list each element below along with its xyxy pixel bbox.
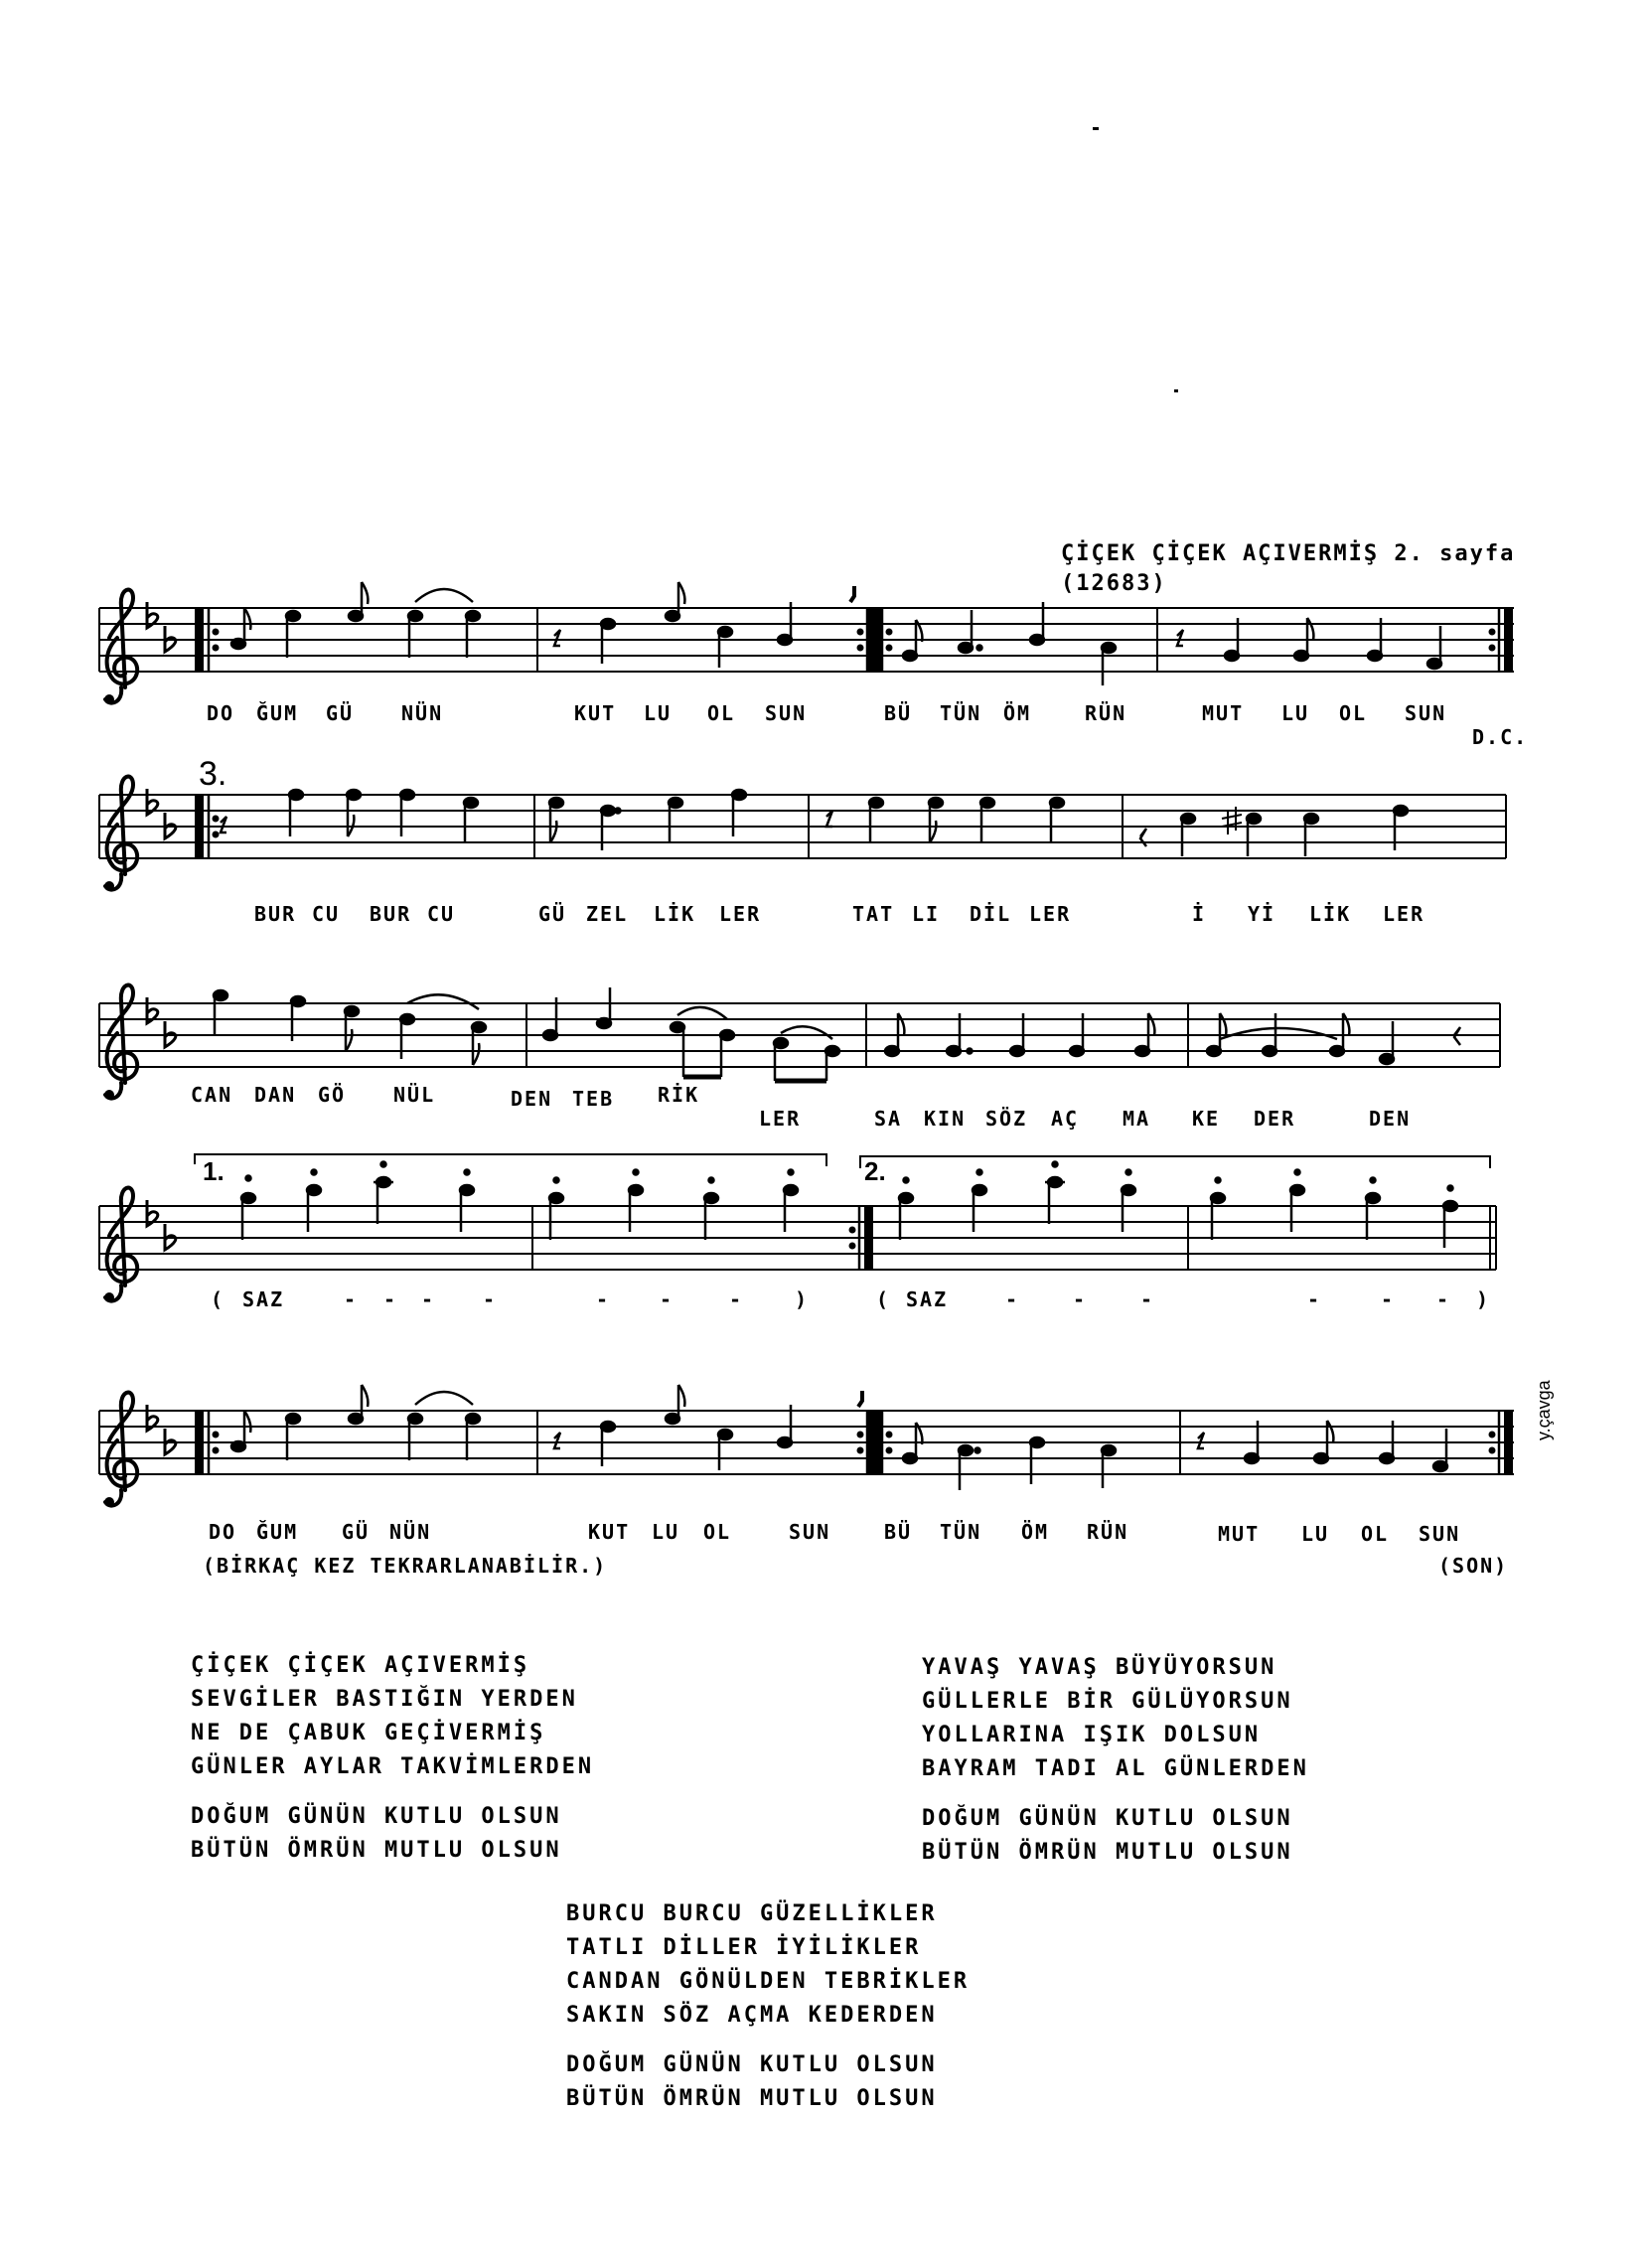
- lyric-syllable: AÇ: [1051, 1107, 1080, 1131]
- verse-right: [922, 1651, 1309, 1870]
- lyric-syllable: LER: [1029, 902, 1072, 926]
- lyric-syllable: RÜN: [1085, 701, 1127, 725]
- lyric-syllable: LİK: [654, 902, 696, 926]
- verse-line: GÜNLER AYLAR TAKVİMLERDEN: [191, 1754, 595, 1779]
- verse-center: [566, 1897, 970, 2116]
- verse-line: SAKIN SÖZ AÇMA KEDERDEN: [566, 2003, 938, 2028]
- verse-line: GÜLLERLE BİR GÜLÜYORSUN: [922, 1689, 1293, 1714]
- staff-system-3: [99, 985, 1500, 1100]
- lyric-syllable: TAT: [852, 902, 895, 926]
- lyric-syllable: NÜN: [389, 1520, 432, 1544]
- verse-line: SEVGİLER BASTIĞIN YERDEN: [191, 1687, 578, 1712]
- lyric-syllable: DO: [209, 1520, 237, 1544]
- lyric-syllable: MA: [1123, 1107, 1151, 1131]
- lyric-syllable: LU: [1301, 1522, 1330, 1546]
- lyric-syllable: LI: [912, 902, 941, 926]
- verse-line: YAVAŞ YAVAŞ BÜYÜYORSUN: [922, 1655, 1277, 1680]
- first-ending-marking: 1.: [203, 1156, 225, 1186]
- lyric-syllable: DEN: [511, 1087, 553, 1111]
- lyric-syllable: -: [660, 1287, 675, 1311]
- verse-line: ÇİÇEK ÇİÇEK AÇIVERMİŞ: [191, 1653, 530, 1678]
- lyric-syllable: SAZ: [242, 1287, 285, 1311]
- lyric-syllable: ĞUM: [256, 701, 299, 725]
- lyric-syllable: DO: [207, 701, 235, 725]
- lyric-syllable: GÜ: [538, 902, 567, 926]
- verse-number-marking: 3.: [199, 755, 227, 793]
- lyric-syllable: -: [729, 1287, 744, 1311]
- lyric-syllable: -: [483, 1287, 498, 1311]
- lyric-syllable: CU: [312, 902, 341, 926]
- lyric-syllable: MUT: [1202, 701, 1245, 725]
- lyric-syllable: TEB: [572, 1087, 615, 1111]
- end-marking: (SON): [1438, 1554, 1509, 1578]
- lyric-syllable: SUN: [1405, 701, 1447, 725]
- lyric-syllable: GÜ: [326, 701, 355, 725]
- lyric-syllable: SAZ: [906, 1287, 949, 1311]
- verse-line: YOLLARINA IŞIK DOLSUN: [922, 1723, 1262, 1747]
- refrain-line: DOĞUM GÜNÜN KUTLU OLSUN: [191, 1804, 562, 1829]
- lyric-syllable: MUT: [1218, 1522, 1261, 1546]
- staff-system-2: [99, 777, 1506, 891]
- lyric-syllable: Yİ: [1248, 902, 1276, 926]
- lyric-syllable: -: [1381, 1287, 1396, 1311]
- lyric-syllable: LU: [652, 1520, 680, 1544]
- lyric-syllable: KIN: [924, 1107, 967, 1131]
- lyric-syllable: (: [211, 1287, 225, 1311]
- lyric-syllable: ): [1476, 1287, 1491, 1311]
- repeat-note: (BİRKAÇ KEZ TEKRARLANABİLİR.): [203, 1554, 608, 1578]
- lyric-syllable: (: [876, 1287, 891, 1311]
- catalog-number: (12683): [1061, 571, 1167, 596]
- lyric-syllable: BUR: [370, 902, 412, 926]
- lyric-syllable: KUT: [588, 1520, 631, 1544]
- dc-marking: D.C.: [1472, 725, 1529, 749]
- lyric-syllable: -: [1436, 1287, 1451, 1311]
- lyric-syllable: RÜN: [1087, 1520, 1129, 1544]
- song-title: ÇİÇEK ÇİÇEK AÇIVERMİŞ 2. sayfa: [1061, 541, 1516, 566]
- lyric-syllable: -: [421, 1287, 436, 1311]
- lyric-syllable: -: [1073, 1287, 1088, 1311]
- lyric-syllable: ZEL: [586, 902, 629, 926]
- verse-line: TATLI DİLLER İYİLİKLER: [566, 1935, 922, 1960]
- second-ending-marking: 2.: [864, 1156, 886, 1186]
- lyric-syllable: -: [596, 1287, 611, 1311]
- lyric-syllable: ÖM: [1021, 1520, 1050, 1544]
- verse-line: BURCU BURCU GÜZELLİKLER: [566, 1901, 938, 1926]
- lyric-syllable: OL: [703, 1520, 732, 1544]
- lyric-syllable: GÜ: [342, 1520, 371, 1544]
- lyric-syllable: SUN: [1419, 1522, 1461, 1546]
- verse-line: BAYRAM TADI AL GÜNLERDEN: [922, 1756, 1309, 1781]
- lyric-syllable: LU: [1281, 701, 1310, 725]
- lyric-syllable: -: [1140, 1287, 1155, 1311]
- lyric-syllable: -: [1307, 1287, 1322, 1311]
- lyric-syllable: SA: [874, 1107, 903, 1131]
- refrain-line: DOĞUM GÜNÜN KUTLU OLSUN: [566, 2052, 938, 2077]
- lyric-syllable: NÜL: [393, 1083, 436, 1107]
- lyric-syllable: LER: [719, 902, 762, 926]
- lyric-syllable: İ: [1192, 902, 1207, 926]
- lyric-syllable: SUN: [789, 1520, 831, 1544]
- lyric-syllable: TÜN: [940, 701, 982, 725]
- lyric-syllable: -: [383, 1287, 398, 1311]
- lyric-syllable: CU: [427, 902, 456, 926]
- lyric-syllable: ĞUM: [256, 1520, 299, 1544]
- lyric-syllable: DEN: [1369, 1107, 1412, 1131]
- refrain-line: BÜTÜN ÖMRÜN MUTLU OLSUN: [922, 1840, 1293, 1865]
- lyric-syllable: KE: [1192, 1107, 1221, 1131]
- lyric-syllable: LER: [1383, 902, 1425, 926]
- lyric-syllable: -: [1005, 1287, 1020, 1311]
- verse-left: [191, 1649, 594, 1868]
- lyric-syllable: OL: [1339, 701, 1368, 725]
- lyric-syllable: CAN: [191, 1083, 233, 1107]
- lyric-syllable: NÜN: [401, 701, 444, 725]
- lyric-syllable: RİK: [658, 1083, 700, 1107]
- lyric-syllable: SUN: [765, 701, 808, 725]
- composer-signature: y.çavga: [1534, 1380, 1554, 1440]
- lyric-syllable: ): [795, 1287, 810, 1311]
- lyric-syllable: LU: [644, 701, 673, 725]
- lyric-syllable: LER: [759, 1107, 802, 1131]
- lyric-syllable: BÜ: [884, 1520, 913, 1544]
- lyric-syllable: BÜ: [884, 701, 913, 725]
- staff-system-5: [99, 1385, 1514, 1507]
- staff-system-1: [99, 582, 1514, 704]
- lyric-syllable: SÖZ: [985, 1107, 1028, 1131]
- lyric-syllable: KUT: [574, 701, 617, 725]
- lyric-syllable: DER: [1254, 1107, 1296, 1131]
- verse-line: CANDAN GÖNÜLDEN TEBRİKLER: [566, 1969, 971, 1994]
- lyric-syllable: ÖM: [1003, 701, 1032, 725]
- lyric-syllable: LİK: [1309, 902, 1352, 926]
- lyric-syllable: DİL: [970, 902, 1012, 926]
- lyric-syllable: DAN: [254, 1083, 297, 1107]
- staff-system-4: [99, 1154, 1496, 1302]
- lyric-syllable: BUR: [254, 902, 297, 926]
- refrain-line: BÜTÜN ÖMRÜN MUTLU OLSUN: [566, 2086, 938, 2111]
- lyric-syllable: TÜN: [940, 1520, 982, 1544]
- lyric-syllable: OL: [1361, 1522, 1390, 1546]
- lyric-syllable: GÖ: [318, 1083, 347, 1107]
- verse-line: NE DE ÇABUK GEÇİVERMİŞ: [191, 1721, 546, 1745]
- lyric-syllable: OL: [707, 701, 736, 725]
- refrain-line: DOĞUM GÜNÜN KUTLU OLSUN: [922, 1806, 1293, 1831]
- refrain-line: BÜTÜN ÖMRÜN MUTLU OLSUN: [191, 1838, 562, 1863]
- lyric-syllable: -: [344, 1287, 359, 1311]
